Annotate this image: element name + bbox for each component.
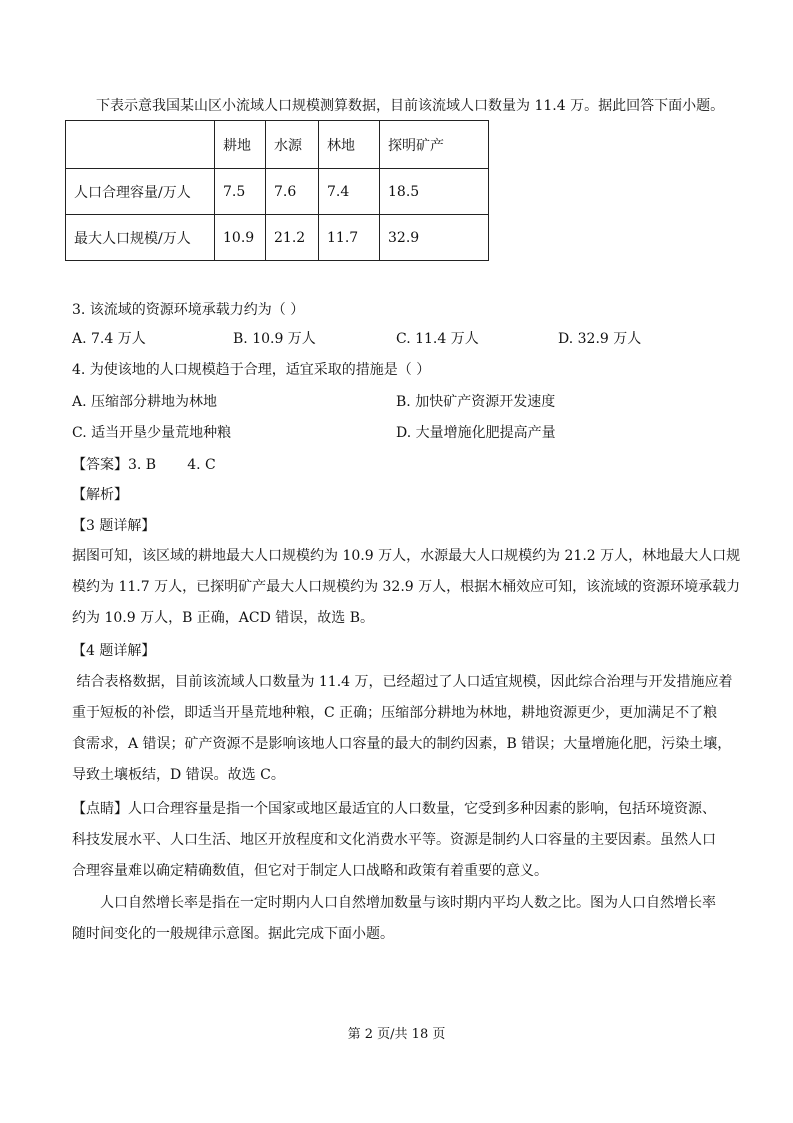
- table-row: [66, 169, 489, 215]
- analysis-label: 【解析】: [72, 487, 128, 503]
- q4-detail-line: 结合表格数据，目前该流域人口数量为 11.4 万，已经超过了人口适宜规模，因此综合治理与开发措施应着: [72, 674, 733, 690]
- comment-line: 合理容量难以确定精确数值，但它对于制定人口战略和政策有着重要的意义。: [72, 863, 548, 879]
- next-intro-line: 人口自然增长率是指在一定时期内人口自然增加数量与该时期内平均人数之比。图为人口自然增长率: [100, 895, 716, 911]
- table-cell: 最大人口规模/万人: [66, 215, 215, 261]
- table-header-cell: 林地: [319, 121, 380, 169]
- comment-line: 科技发展水平、人口生活、地区开放程度和文化消费水平等。资源是制约人口容量的主要因素。虽然人口: [72, 832, 716, 848]
- table-cell: 7.4: [319, 169, 380, 215]
- intro-text: 下表示意我国某山区小流域人口规模测算数据，目前该流域人口数量为 11.4 万。据此回答下面小题。: [96, 98, 725, 114]
- population-table: [65, 120, 489, 261]
- next-intro-line: 随时间变化的一般规律示意图。据此完成下面小题。: [72, 926, 394, 942]
- q4-detail-label: 【4 题详解】: [72, 643, 156, 659]
- table-cell: 18.5: [380, 169, 489, 215]
- q3-detail-line: 据图可知，该区域的耕地最大人口规模约为 10.9 万人，水源最大人口规模约为 21.2 万人，林地最大人口规: [72, 548, 741, 564]
- table-header-row: [66, 121, 489, 169]
- q4-detail-line: 重于短板的补偿，即适当开垦荒地种粮，C 正确；压缩部分耕地为林地，耕地资源更少，更加满足不了粮: [72, 705, 718, 721]
- table-cell: 7.6: [266, 169, 319, 215]
- table-cell: 11.7: [319, 215, 380, 261]
- table-cell: 21.2: [266, 215, 319, 261]
- next-intro-text: [72, 888, 732, 950]
- answer-line: [72, 455, 216, 475]
- comment-line: 人口合理容量是指一个国家或地区最适宜的人口数量，它受到多种因素的影响，包括环境资源、: [128, 801, 716, 817]
- question-3-stem: 3. 该流域的资源环境承载力约为（ ）: [72, 302, 305, 318]
- table-row: [66, 215, 489, 261]
- q3-detail-line: 模约为 11.7 万人，已探明矿产最大人口规模约为 32.9 万人，根据木桶效应可知，该流域的资源环境承载力: [72, 579, 741, 595]
- table-cell: 7.5: [215, 169, 266, 215]
- q4-detail-text: [72, 667, 732, 791]
- q3-detail-label: 【3 题详解】: [72, 518, 156, 534]
- question-4-option-b: B. 加快矿产资源开发速度: [396, 394, 556, 410]
- question-3-option-b: B. 10.9 万人: [233, 331, 316, 347]
- q3-detail-line: 约为 10.9 万人，B 正确，ACD 错误，故选 B。: [72, 610, 375, 626]
- q4-detail-line: 食需求，A 错误；矿产资源不是影响该地人口容量的最大的制约因素，B 错误；大量增施化肥，污染土壤，: [72, 736, 732, 752]
- table-header-cell: 耕地: [215, 121, 266, 169]
- table-header-cell: 探明矿产: [380, 121, 489, 169]
- q4-detail-line: 导致土壤板结，D 错误。故选 C。: [72, 767, 285, 783]
- question-4-option-c: C. 适当开垦少量荒地种粮: [72, 425, 232, 441]
- question-4-stem: 4. 为使该地的人口规模趋于合理，适宜采取的措施是（ ）: [72, 362, 431, 378]
- question-3-option-a: A. 7.4 万人: [72, 331, 146, 347]
- table-cell: 32.9: [380, 215, 489, 261]
- page-footer: 第 2 页/共 18 页: [347, 1027, 446, 1042]
- table-header-cell: [66, 121, 215, 169]
- table-cell: 10.9: [215, 215, 266, 261]
- question-4-option-d: D. 大量增施化肥提高产量: [396, 425, 556, 441]
- table-header-cell: 水源: [266, 121, 319, 169]
- comment-label: 【点睛】: [72, 801, 128, 817]
- table-cell: 人口合理容量/万人: [66, 169, 215, 215]
- question-3-option-c: C. 11.4 万人: [396, 331, 479, 347]
- question-4-option-a: A. 压缩部分耕地为林地: [72, 394, 218, 410]
- answer-label: 【答案】: [72, 457, 128, 473]
- q3-detail-text: [72, 541, 741, 634]
- answer-text: 3. B 4. C: [128, 457, 216, 473]
- comment-text: [72, 794, 732, 887]
- question-3-option-d: D. 32.9 万人: [558, 331, 642, 347]
